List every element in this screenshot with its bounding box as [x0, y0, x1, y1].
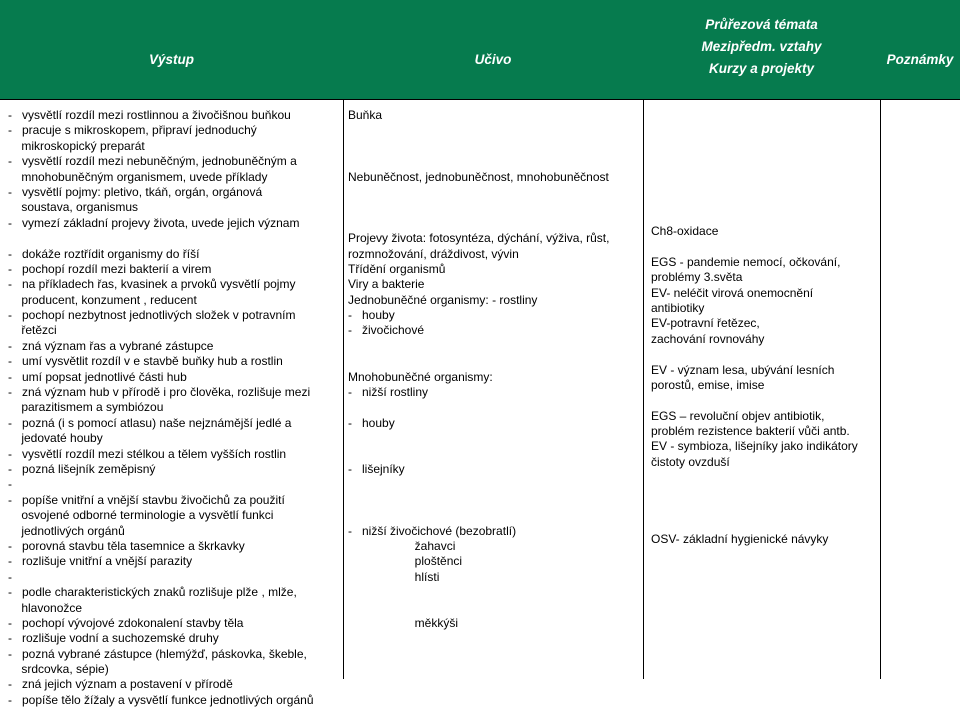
vystup-line: - dokáže roztřídit organismy do říší — [8, 246, 200, 261]
prurez-line: EV-potravní řetězec, — [651, 316, 760, 331]
prurez-line — [651, 347, 858, 362]
vystup-line: - porovná stavbu těla tasemnice a škrkavky — [8, 538, 245, 553]
prurez-line — [651, 486, 858, 501]
table-header — [0, 0, 960, 99]
vystup-line: - pochopí vývojové zdokonalení stavby těla — [8, 615, 244, 630]
prurez-line: EV - význam lesa, ubývání lesních — [651, 362, 835, 377]
ucivo-line — [348, 123, 609, 138]
ucivo-line: žahavci — [348, 538, 456, 553]
ucivo-line — [348, 400, 609, 415]
ucivo-line: - živočichové — [348, 323, 425, 338]
vystup-line — [8, 231, 314, 246]
ucivo-line: - nižší živočichové (bezobratlí) — [348, 523, 517, 538]
vystup-line: jedovaté houby — [8, 431, 103, 446]
column-divider — [643, 99, 644, 679]
vystup-line: producent, konzument , reducent — [8, 292, 197, 307]
prurez-line: zachování rovnováhy — [651, 331, 765, 346]
ucivo-line — [348, 216, 609, 231]
header-prurezova-temata — [643, 14, 880, 80]
vystup-line: - umí popsat jednotlivé části hub — [8, 369, 187, 384]
ucivo-line — [348, 354, 609, 369]
vystup-line: - vysvětlí pojmy: pletivo, tkáň, orgán, orgánová — [8, 184, 263, 199]
header-prurez-line-3: Kurzy a projekty — [708, 61, 815, 76]
vystup-line: - rozlišuje vnitřní a vnější parazity — [8, 554, 193, 569]
ucivo-line: Mnohobuněčné organismy: — [348, 369, 493, 384]
prurez-line: čistoty ovzduší — [651, 454, 730, 469]
vystup-line: jednotlivých orgánů — [8, 523, 125, 538]
vystup-line: - rozlišuje vodní a suchozemské druhy — [8, 631, 219, 646]
ucivo-line — [348, 185, 609, 200]
vystup-line: - pozná vybrané zástupce (hlemýžď, páskovka, škeble, — [8, 646, 307, 661]
ucivo-line — [348, 139, 609, 154]
prurez-line — [651, 393, 858, 408]
vystup-line: - vysvětlí rozdíl mezi stélkou a tělem vyšších rostlin — [8, 446, 287, 461]
prurez-line — [651, 516, 858, 531]
column-divider — [343, 99, 344, 679]
ucivo-line: - nižší rostliny — [348, 385, 429, 400]
ucivo-line: - houby — [348, 415, 395, 430]
prurez-column — [651, 224, 858, 547]
prurez-line: OSV- základní hygienické návyky — [651, 531, 829, 546]
header-poznamky: Poznámky — [886, 52, 954, 67]
ucivo-line: Projevy života: fotosyntéza, dýchání, výživa, růst, — [348, 231, 610, 246]
ucivo-line — [348, 477, 609, 492]
column-divider — [880, 99, 881, 679]
ucivo-line: - houby — [348, 308, 395, 323]
ucivo-line — [348, 154, 609, 169]
vystup-column — [8, 108, 314, 708]
vystup-line: - vysvětlí rozdíl mezi rostlinnou a živočišnou buňkou — [8, 108, 291, 122]
ucivo-line — [348, 601, 609, 616]
vystup-line: mikroskopický preparát — [8, 138, 145, 153]
ucivo-line: Buňka — [348, 108, 383, 122]
ucivo-line: ploštěnci — [348, 554, 463, 569]
vystup-line: - — [8, 477, 12, 492]
prurez-line: EV - symbioza, lišejníky jako indikátory — [651, 439, 858, 454]
vystup-line: - pochopí rozdíl mezi bakterií a virem — [8, 261, 212, 276]
vystup-line: soustava, organismus — [8, 200, 139, 215]
vystup-line: - — [8, 569, 12, 584]
vystup-line: hlavonožce — [8, 600, 83, 615]
header-prurez-line-1: Průřezová témata — [705, 17, 818, 32]
ucivo-line — [348, 431, 609, 446]
ucivo-line — [348, 585, 609, 600]
ucivo-line: rozmnožování, dráždivost, vývin — [348, 246, 519, 261]
ucivo-line: Nebuněčnost, jednobuněčnost, mnohobuněčnost — [348, 169, 609, 184]
vystup-line: - podle charakteristických znaků rozlišuje plže , mlže, — [8, 585, 297, 600]
prurez-line — [651, 470, 858, 485]
ucivo-line: Jednobuněčné organismy: - rostliny — [348, 292, 538, 307]
prurez-line: Ch8-oxidace — [651, 224, 719, 238]
prurez-line: problém rezistence bakterií vůči antb. — [651, 424, 850, 439]
vystup-line: parazitismem a symbiózou — [8, 400, 164, 415]
vystup-line: - vymezí základní projevy života, uvede jejich význam — [8, 215, 300, 230]
ucivo-line: měkkýši — [348, 615, 459, 630]
vystup-line: - pracuje s mikroskopem, připraví jednoduchý — [8, 123, 257, 138]
ucivo-line — [348, 200, 609, 215]
vystup-line: - zná jejich význam a postavení v přírodě — [8, 677, 233, 692]
prurez-line — [651, 239, 858, 254]
vystup-line: srdcovka, sépie) — [8, 662, 109, 677]
vystup-line: - umí vysvětlit rozdíl v e stavbě buňky hub a rostlin — [8, 354, 283, 369]
vystup-line: - zná význam řas a vybrané zástupce — [8, 338, 214, 353]
ucivo-line — [348, 493, 609, 508]
prurez-line: antibiotiky — [651, 300, 705, 315]
ucivo-line: - lišejníky — [348, 461, 405, 476]
header-ucivo: Učivo — [474, 52, 512, 67]
ucivo-line: Viry a bakterie — [348, 277, 425, 292]
ucivo-column — [348, 108, 609, 631]
header-vystup: Výstup — [148, 52, 194, 67]
header-prurez-line-2: Mezipředm. vztahy — [701, 39, 822, 54]
vystup-line: - na příkladech řas, kvasinek a prvoků vysvětlí pojmy — [8, 277, 296, 292]
ucivo-line — [348, 339, 609, 354]
prurez-line: porostů, emise, imise — [651, 377, 765, 392]
vystup-line: osvojené odborné terminologie a vysvětlí funkci — [8, 508, 274, 523]
ucivo-line — [348, 447, 609, 462]
prurez-line — [651, 501, 858, 516]
ucivo-line: Třídění organismů — [348, 261, 446, 276]
vystup-line: mnohobuněčným organismem, uvede příklady — [8, 169, 268, 184]
ucivo-line — [348, 508, 609, 523]
prurez-line: EGS - pandemie nemocí, očkování, — [651, 254, 841, 269]
prurez-line: problémy 3.světa — [651, 270, 743, 285]
vystup-line: - pozná (i s pomocí atlasu) naše nejznámější jedlé a — [8, 415, 292, 430]
vystup-line: - pozná lišejník zeměpisný — [8, 461, 156, 476]
vystup-line: - popíše vnitřní a vnější stavbu živočichů za použití — [8, 492, 285, 507]
vystup-line: - popíše tělo žížaly a vysvětlí funkce jednotlivých orgánů — [8, 692, 314, 707]
prurez-line: EGS – revoluční objev antibiotik, — [651, 408, 825, 423]
vystup-line: - vysvětlí rozdíl mezi nebuněčným, jednobuněčným a — [8, 154, 297, 169]
ucivo-line: hlísti — [348, 569, 440, 584]
prurez-line: EV- neléčit virová onemocnění — [651, 285, 814, 300]
vystup-line: řetězci — [8, 323, 57, 338]
vystup-line: - zná význam hub v přírodě i pro člověka, rozlišuje mezi — [8, 385, 311, 400]
vystup-line: - pochopí nezbytnost jednotlivých složek v potravním — [8, 308, 296, 323]
